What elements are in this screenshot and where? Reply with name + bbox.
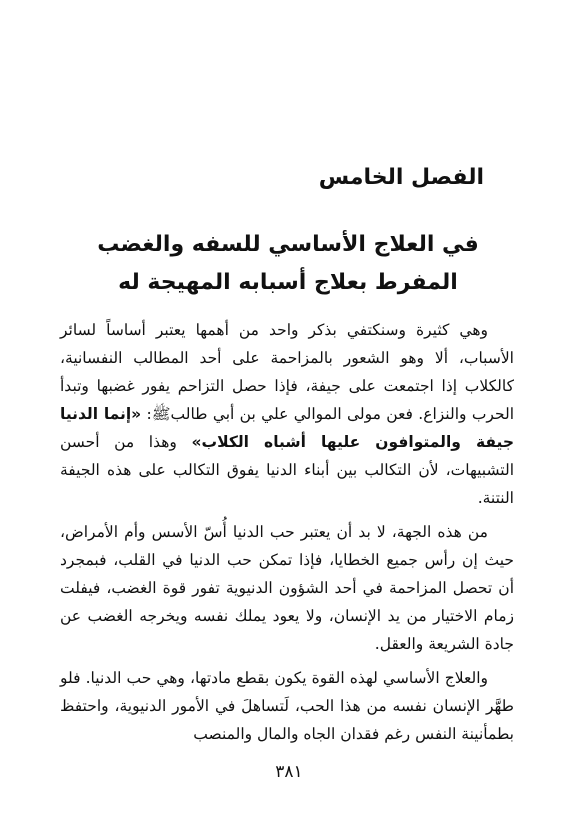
- paragraph-2: من هذه الجهة، لا بد أن يعتبر حب الدنيا أُسّ الأسس وأم الأمراض، حيث إن رأس جميع الخطايا، فإذا تمكن حب الدنيا في القلب، فبمجرد أن تحصل المزاحمة في أحد الشؤون الدنيوية تفور قوة الغضب، فيفلت زمام الاختيار من يد الإنسان، ولا يعود يملك نفسه ويخرجه الغضب عن جادة الشريعة والعقل.: [60, 523, 514, 653]
- chapter-label: الفصل الخامس: [318, 165, 484, 190]
- page-number: ٣٨١: [275, 762, 303, 782]
- paragraph-3: والعلاج الأساسي لهذه القوة يكون بقطع مادتها، وهي حب الدنيا. فلو طهَّر الإنسان نفسه من هذا الحب، لَتساهلَ في الأمور الدنيوية، واحتفظ بطمأنينة النفس رغم فقدان الجاه والمال والمنصب: [60, 669, 514, 743]
- paragraph-1-continuation: وهذا من أحسن التشبيهات، لأن التكالب بين أبناء الدنيا يفوق التكالب على هذه الجيفة النتنة.: [60, 433, 514, 507]
- chapter-title: في العلاج الأساسي للسفه والغضب المفرط بعلاج أسبابه المهيجة له: [97, 232, 479, 295]
- paragraph-1: [60, 316, 514, 512]
- body-text: [60, 316, 514, 748]
- colon: :: [146, 405, 152, 423]
- hadith-quote: «إنما الدنيا جيفة والمتوافون عليها أشباه الكلاب»: [60, 405, 515, 451]
- honorific-glyph: ﷺ: [151, 405, 171, 423]
- paragraph-1-text: وهي كثيرة وسنكتفي بذكر واحد من أهمها يعتبر أساساً لسائر الأسباب، ألا وهو الشعور بالمزاحمة على أحد المطالب النفسانية، كالكلاب إذا اجتمعت على جيفة، فإذا حصل التزاحم يفور غضبها وتبدأ الحرب والنزاع. فعن مولى الموالي علي بن أبي طالب: [60, 321, 514, 423]
